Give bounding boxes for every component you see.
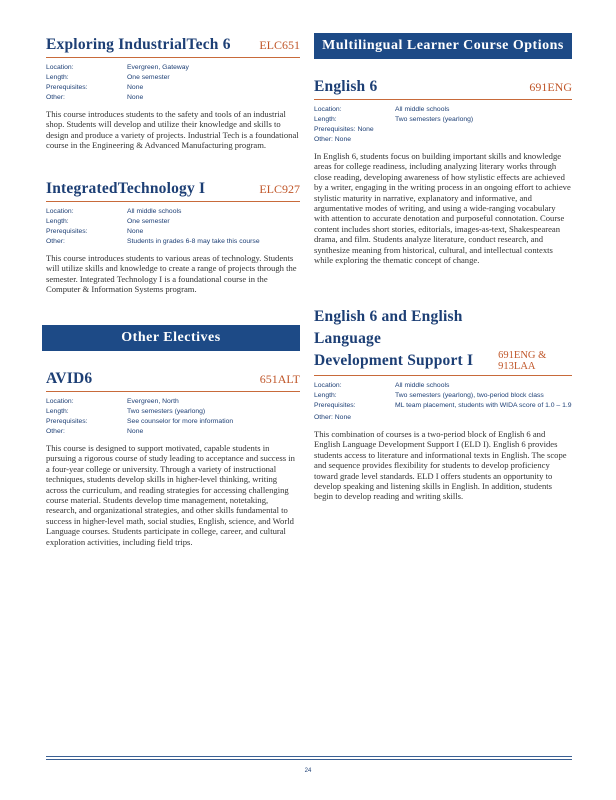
course-code: 691ENG — [529, 80, 572, 94]
course-name — [314, 306, 498, 372]
meta-value: Students in grades 6-8 may take this course — [127, 238, 260, 245]
footer-rule — [46, 756, 572, 760]
course-meta — [46, 397, 300, 437]
course-title-row — [314, 306, 572, 376]
course-code: 651ALT — [259, 372, 300, 386]
meta-value: Evergreen, North — [127, 398, 179, 405]
meta-value: ML team placement, students with WIDA score of 1.0 – 1.9 — [395, 402, 572, 409]
meta-key: Location: — [314, 382, 342, 389]
meta-value: Two semesters (yearlong) — [127, 408, 206, 415]
course-code: ELC651 — [259, 38, 300, 52]
meta-value: Two semesters (yearlong), two-period block class — [395, 392, 544, 399]
meta-value: None — [127, 428, 144, 435]
course-english6-eld — [314, 306, 572, 502]
section-banner-other-electives: Other Electives — [42, 325, 300, 351]
course-meta — [314, 105, 572, 145]
course-description: This combination of courses is a two-period block of English 6 and English Language Development Support I (ELD I). English 6 provides students access to literature and informational texts in English. The scope and sequence provides flexibility for students to develop proficiency toward grade level standards. ELD I offers students an opportunity to develop speaking and listening skills in English. In addition, students begin to develop reading and writing skills. — [314, 429, 567, 502]
course-meta — [46, 63, 300, 103]
meta-key: Length: — [46, 218, 69, 225]
course-industrial-tech — [46, 36, 300, 151]
course-meta — [314, 381, 572, 423]
course-title-row — [46, 180, 300, 202]
meta-key: Prerequisites: — [314, 402, 356, 409]
meta-key: Length: — [46, 74, 69, 81]
meta-value: See counselor for more information — [127, 418, 234, 425]
course-avid6 — [46, 370, 300, 547]
course-code: 691ENG & 913LAA — [498, 350, 547, 372]
meta-value: One semester — [127, 218, 170, 225]
meta-key: Prerequisites: — [46, 228, 88, 235]
course-name-line2: Development Support I — [314, 352, 474, 369]
meta-key: Location: — [314, 106, 342, 113]
meta-key: Location: — [46, 208, 74, 215]
course-english6 — [314, 78, 572, 265]
course-name: Exploring IndustrialTech 6 — [46, 36, 231, 53]
course-name: AVID6 — [46, 370, 93, 387]
page-number: 24 — [304, 768, 312, 774]
meta-key: Location: — [46, 398, 74, 405]
meta-other: Other: None — [314, 414, 352, 421]
meta-key: Length: — [314, 116, 337, 123]
course-integrated-technology — [46, 180, 300, 295]
footer-line — [46, 756, 572, 757]
section-banner-multilingual: Multilingual Learner Course Options — [314, 33, 572, 59]
meta-value: One semester — [127, 74, 170, 81]
meta-prereq: Prerequisites: None — [314, 126, 374, 133]
meta-key: Prerequisites: — [46, 418, 88, 425]
course-name: English 6 — [314, 78, 378, 95]
course-title-row — [314, 78, 572, 100]
meta-key: Location: — [46, 64, 74, 71]
course-description: This course is designed to support motivated, capable students in pursuing a rigorous course of study leading to acceptance and success in a four-year college or university. Through a variety of instructional techniques, students develop skills in higher-level thinking, writing across the curriculum, and reading strategies for accessing challenging course material. Students develop time management, notetaking, research, and organizational strategies, and other skills fundamental to success in higher-level math, social studies, English, science, and World Language courses. Students participate in college, career, and cultural exploration activities, including field trips. — [46, 443, 295, 547]
meta-key: Length: — [314, 392, 337, 399]
meta-key: Other: — [46, 94, 65, 101]
meta-value: All middle schools — [395, 382, 450, 389]
meta-value: None — [127, 228, 144, 235]
meta-key: Other: — [46, 428, 65, 435]
course-title-row — [46, 370, 300, 392]
course-name: IntegratedTechnology I — [46, 180, 206, 197]
course-title-row — [46, 36, 300, 58]
meta-value: All middle schools — [395, 106, 450, 113]
meta-value: None — [127, 94, 144, 101]
course-code: ELC927 — [259, 182, 300, 196]
meta-key: Other: — [46, 238, 65, 245]
meta-value: None — [127, 84, 144, 91]
meta-value: Evergreen, Gateway — [127, 64, 189, 71]
course-description: This course introduces students to the safety and tools of an industrial shop. Students will develop and utilize their knowledge and skills to design and produce a variety of projects. Industrial Tech is a foundational course in the Engineering & Advanced Manufacturing program. — [46, 109, 299, 151]
meta-key: Prerequisites: — [46, 84, 88, 91]
meta-other: Other: None — [314, 136, 352, 143]
meta-key: Length: — [46, 408, 69, 415]
course-meta — [46, 207, 300, 247]
course-description: In English 6, students focus on building important skills and knowledge areas for college readiness, including analyzing literary works through close reading, developing awareness of how stylistic effects are achieved by a writer, engaging in the writing process in an ongoing effort to achieve stylistic maturity in narrative, explanatory and informative, and argumentative modes of writing, and using a wide-ranging vocabulary with attention to accurate denotation and purposeful connotation. Course content includes short stories, editorials, images-as-text, Shakespearean drama, and film. Students analyze literature, conduct research, and synthesize meaning from historical, cultural, and intellectual contexts while exploring the thematic concept of change. — [314, 151, 571, 266]
footer-line — [46, 759, 572, 760]
meta-value: Two semesters (yearlong) — [395, 116, 474, 123]
course-description: This course introduces students to various areas of technology. Students will utilize skills and knowledge to create a range of projects through the semester. Integrated Technology I is a foundational course in the Computer & Information Systems program. — [46, 253, 297, 295]
meta-value: All middle schools — [127, 208, 182, 215]
course-name-line1: English 6 and English Language — [314, 308, 463, 347]
